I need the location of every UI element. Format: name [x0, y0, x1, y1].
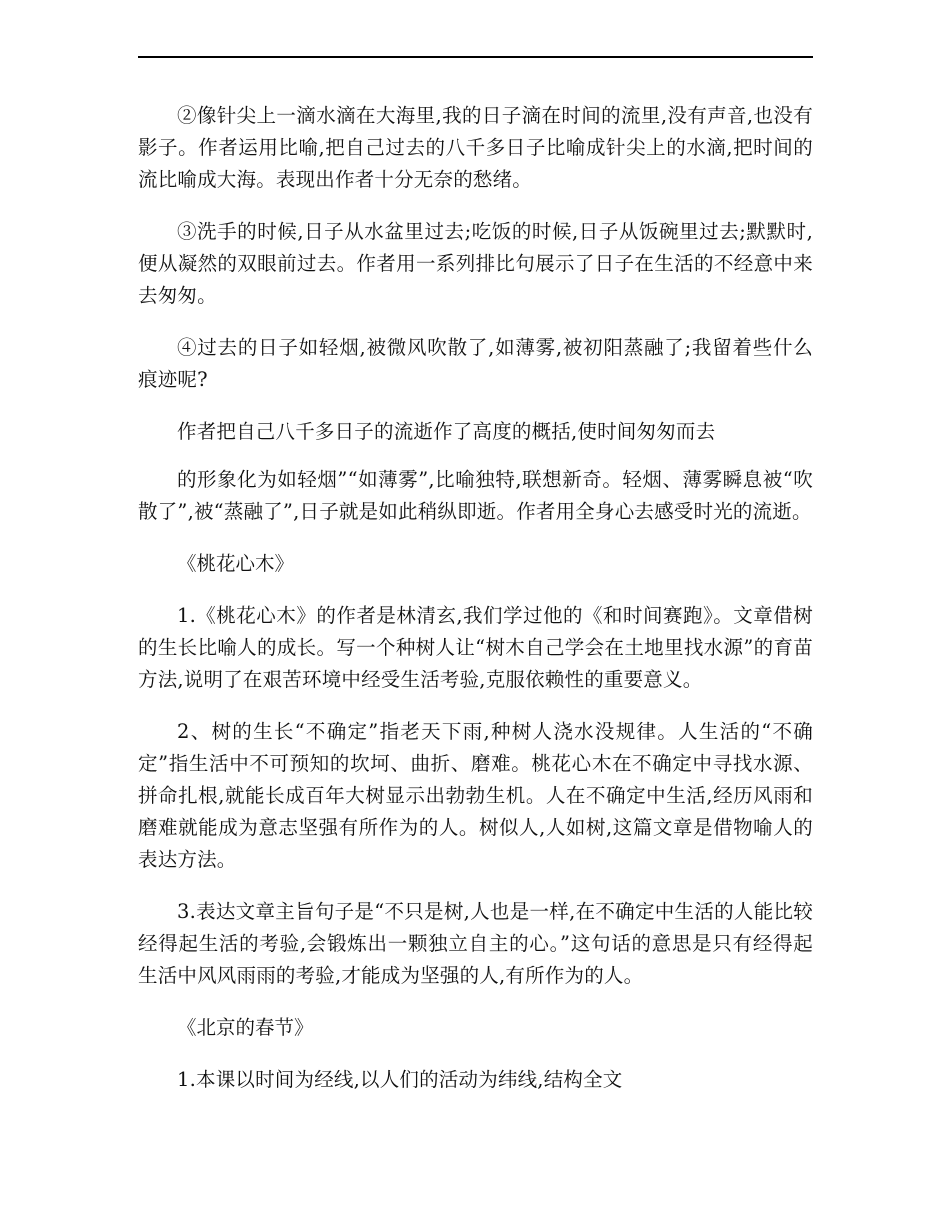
paragraph-simile-needle: ②像针尖上一滴水滴在大海里,我的日子滴在时间的流里,没有声音,也没有影子。作者运用比喻,把自己过去的八千多日子比喻成针尖上的水滴,把时间的流比喻成大海。表现出作者十分无奈的愁绪。 — [138, 104, 813, 191]
header-rule — [138, 56, 813, 58]
section-heading-beijing-spring-festival: 《北京的春节》 — [177, 1016, 314, 1039]
paragraph-beijing-1: 1.本课以时间为经线,以人们的活动为纬线,结构全文 — [177, 1068, 623, 1091]
paragraph-smoke-mist: ④过去的日子如轻烟,被微风吹散了,如薄雾,被初阳蒸融了;我留着些什么痕迹呢? — [138, 336, 813, 391]
paragraph-summary-continued: 的形象化为如轻烟”“如薄雾”,比喻独特,联想新奇。轻烟、薄雾瞬息被“吹散了”,被“蒸融了”,日子就是如此稍纵即逝。作者用全身心去感受时光的流逝。 — [138, 468, 813, 523]
paragraph-taohuaxinmu-3: 3.表达文章主旨句子是“不只是树,人也是一样,在不确定中生活的人能比较经得起生活的考验,会锻炼出一颗独立自主的心。”这句话的意思是只有经得起生活中风风雨雨的考验,才能成为坚强的人,有所作为的人。 — [138, 900, 813, 987]
paragraph-parallelism-days: ③洗手的时候,日子从水盆里过去;吃饭的时候,日子从饭碗里过去;默默时,便从凝然的双眼前过去。作者用一系列排比句展示了日子在生活的不经意中来去匆匆。 — [138, 220, 813, 307]
section-heading-taohuaxinmu: 《桃花心木》 — [177, 552, 295, 575]
paragraph-taohuaxinmu-2: 2、树的生长“不确定”指老天下雨,种树人浇水没规律。人生活的“不确定”指生活中不可预知的坎坷、曲折、磨难。桃花心木在不确定中寻找水源、拼命扎根,就能长成百年大树显示出勃勃生机。人在不确定中生活,经历风雨和磨难就能成为意志坚强有所作为的人。树似人,人如树,这篇文章是借物喻人的表达方法。 — [138, 720, 813, 871]
document-body — [138, 100, 813, 1116]
paragraph-taohuaxinmu-1: 1.《桃花心木》的作者是林清玄,我们学过他的《和时间赛跑》。文章借树的生长比喻人的成长。写一个种树人让“树木自己学会在土地里找水源”的育苗方法,说明了在艰苦环境中经受生活考验,克服依赖性的重要意义。 — [138, 604, 813, 691]
paragraph-summary-start: 作者把自己八千多日子的流逝作了高度的概括,使时间匆匆而去 — [177, 420, 716, 443]
